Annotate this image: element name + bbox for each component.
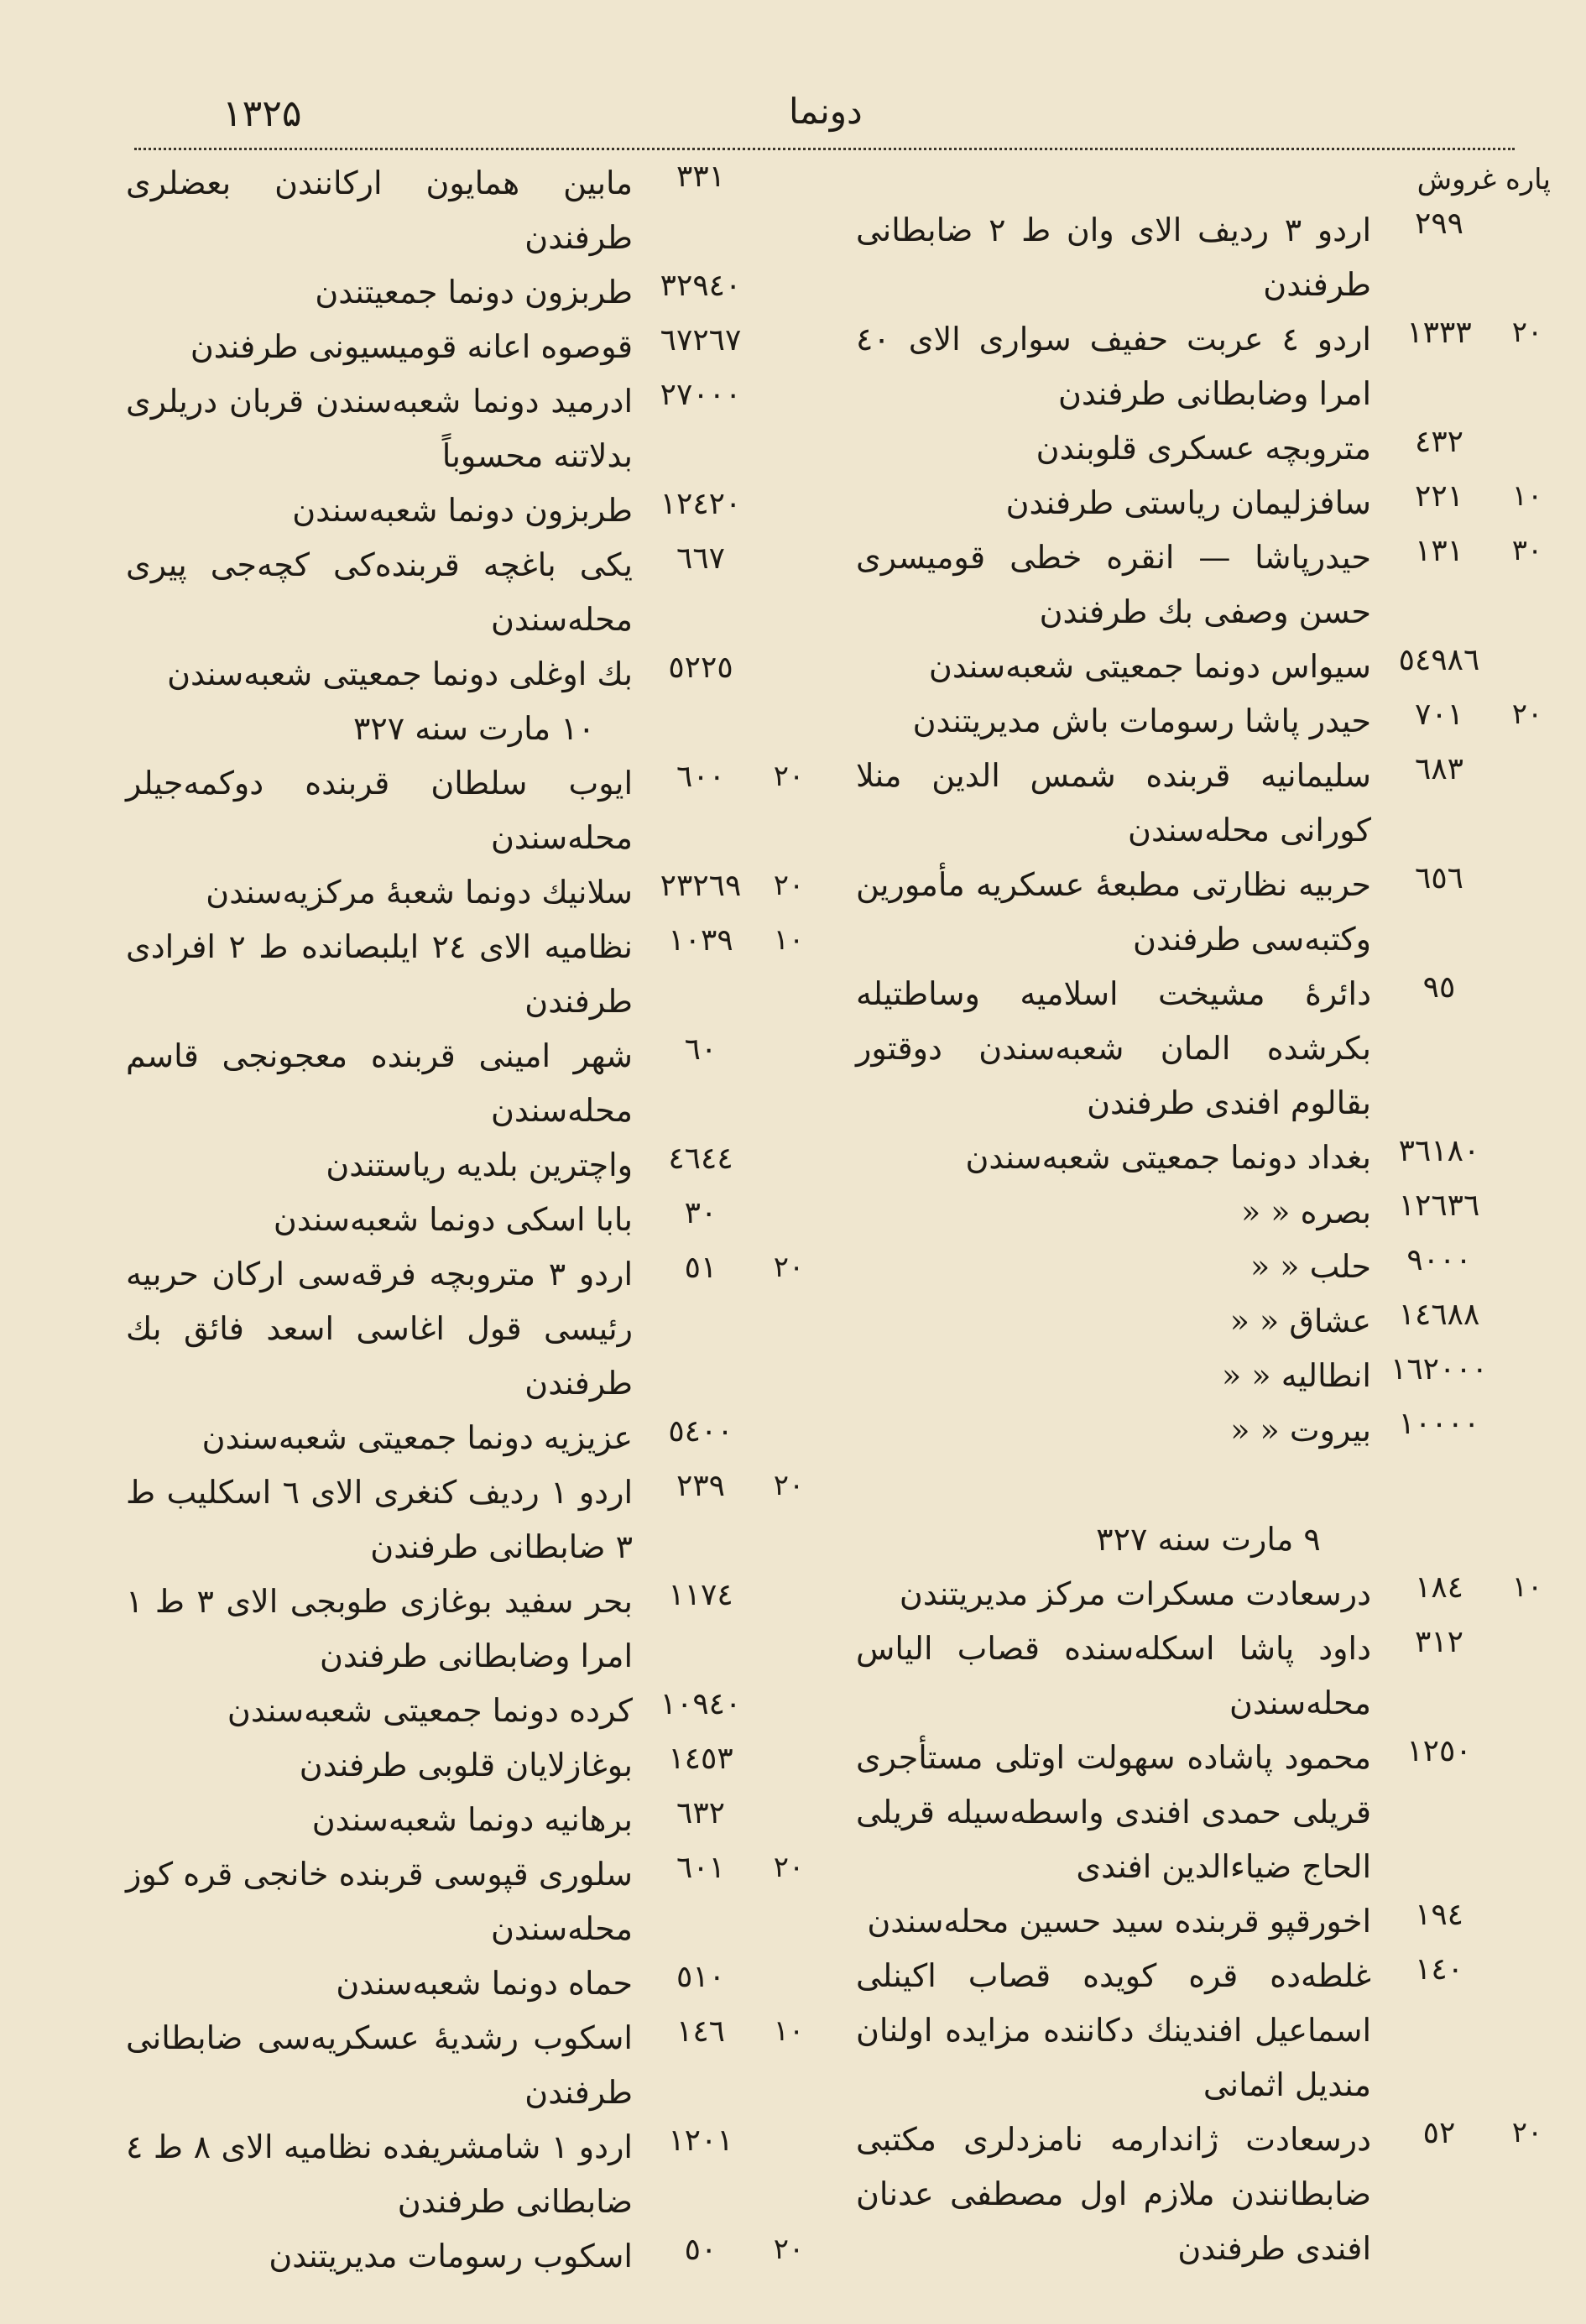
entry-amount: ۱۸٤: [1414, 1570, 1463, 1605]
entry-para: [755, 2120, 822, 2123]
entry-para: [1494, 749, 1561, 752]
entry-para: [1494, 1349, 1561, 1352]
entry-amount: ٤٦٤٤: [668, 1141, 733, 1176]
entry-amount: ۳۲۹٤۰: [660, 269, 742, 303]
entry-amount: ۱٤٥۳: [668, 1742, 733, 1776]
entry-amount: ٦۳۲: [676, 1796, 725, 1830]
entry-para: [755, 1793, 822, 1796]
entry-text: بك اوغلی دونما جمعیتی شعبه‌سندن: [167, 655, 633, 692]
entry-text: انطالیه « «: [1222, 1357, 1371, 1394]
entry-para: [755, 1684, 822, 1687]
entry-amount: ٦۰: [684, 1032, 717, 1067]
entry-row: [856, 1131, 1561, 1185]
entry-para: [1494, 1240, 1561, 1243]
entry-amount: ٥۲: [1422, 2116, 1456, 2150]
entry-text: اردو ۱ ردیف کنغری الای ٦ اسکلیب ط ۳ ضابطانی طرفندن: [126, 1474, 634, 1565]
entry-text: ایوب سلطان قربنده دوکمه‌جیلر محله‌سندن: [126, 765, 633, 856]
entry-text: عشاق « «: [1229, 1303, 1371, 1340]
entry-para: [1494, 1949, 1561, 1952]
entry-row: [126, 1029, 822, 1138]
date-heading-right: ۹ مارت سنه ۳۲۷: [1096, 1521, 1321, 1558]
entry-text: غلطه‌ده قره کویده قصاب اکینلی اسماعیل افندینك دکاننده مزایده اولنان مندیل اثمانی: [856, 1957, 1371, 2103]
entry-text: حیدرپاشا — انقره خطی قومیسری حسن وصفی بك طرفندن: [856, 539, 1371, 630]
entry-amount: ۳۳۱: [676, 159, 725, 194]
left-entries: [126, 156, 822, 702]
entry-row: [856, 1349, 1561, 1403]
entry-text: سافزلیمان ریاستی طرفندن: [1005, 484, 1371, 521]
entry-amount: ٤۳۲: [1414, 425, 1463, 459]
spacer: [856, 1458, 1561, 1512]
left-column: [126, 156, 822, 2284]
entry-para: [1494, 1622, 1561, 1625]
entry-text: اردو ۳ متروبچه فرقه‌سی ارکان حربیه رئیسی قول اغاسی اسعد فائق بك طرفندن: [126, 1256, 633, 1402]
entry-row: [126, 756, 822, 865]
entry-para: ۲۰: [773, 1851, 805, 1884]
entry-para: [755, 1029, 822, 1032]
entry-amount: ٦۷۲٦۷: [660, 323, 742, 358]
entry-para: ۲۰: [773, 1251, 805, 1284]
entry-text: اسکوب رشدیهٔ عسکریه‌سی ضابطانی طرفندن: [126, 2019, 633, 2111]
entry-row: [126, 1738, 822, 1793]
entry-amount: ۱۰۹٤۰: [660, 1687, 742, 1721]
entry-row: [856, 1240, 1561, 1294]
entry-row: [856, 1294, 1561, 1349]
entry-amount: ۱٤٦۸۸: [1398, 1298, 1480, 1332]
entry-amount: ۱۲٤۲۰: [660, 487, 742, 521]
entry-row: [126, 320, 822, 374]
entry-amount: ۲۳۲٦۹: [660, 869, 742, 903]
entry-amount: ۲۹۹: [1414, 206, 1463, 241]
entry-row: [126, 483, 822, 538]
entry-amount: ٥۱۰: [676, 1960, 725, 1994]
column-head-currency: پاره غروش: [1416, 163, 1551, 196]
entry-row: [856, 1894, 1561, 1949]
entry-para: ۲۰: [773, 2233, 805, 2266]
entry-row: [126, 1247, 822, 1411]
entry-row: [856, 203, 1561, 312]
entry-text: سیواس دونما جمعیتی شعبه‌سندن: [928, 648, 1371, 685]
entry-text: شهر امینی قربنده معجونجی قاسم محله‌سندن: [126, 1037, 633, 1129]
entry-row: [126, 1793, 822, 1847]
entry-row: [126, 1956, 822, 2011]
entry-para: [755, 1575, 822, 1578]
entry-para: [755, 1411, 822, 1414]
entry-para: [755, 265, 822, 269]
entry-amount: ۱۹٤: [1414, 1898, 1463, 1932]
entry-row: [856, 967, 1561, 1131]
entry-text: حماه دونما شعبه‌سندن: [336, 1965, 633, 2002]
entry-amount: ۱۳۳۳: [1406, 316, 1472, 350]
entry-text: دائرهٔ مشیخت اسلامیه وساطتیله بکرشده المان شعبه‌سندن دوقتور بقالوم افندی طرفندن: [856, 975, 1371, 1121]
entry-amount: ۹٥: [1422, 970, 1456, 1005]
entry-row: [126, 1138, 822, 1193]
entry-row: [856, 749, 1561, 858]
entry-para: [755, 647, 822, 650]
right-column: [856, 156, 1561, 2276]
entry-row: [856, 1185, 1561, 1240]
right-entries: [856, 203, 1561, 1458]
entry-row: [856, 694, 1561, 749]
entry-row: [126, 156, 822, 265]
entry-para: [755, 320, 822, 323]
entry-row: [126, 2120, 822, 2229]
entry-row: [126, 1575, 822, 1684]
right-entries-2: [856, 1567, 1561, 2276]
entry-para: ۲۰: [1511, 2116, 1543, 2149]
entry-text: نظامیه الای ۲٤ ایلبصانده ط ۲ افرادی طرفندن: [126, 928, 633, 1020]
entry-text: بابا اسکی دونما شعبه‌سندن: [273, 1201, 633, 1238]
entry-amount: ۷۰۱: [1414, 697, 1463, 732]
entry-row: [126, 1411, 822, 1465]
entry-para: ۱۰: [1511, 1570, 1543, 1604]
entry-row: [126, 920, 822, 1029]
entry-amount: ۹۰۰۰: [1406, 1243, 1472, 1277]
entry-row: [856, 421, 1561, 476]
entry-para: [1494, 1894, 1561, 1898]
entry-row: [856, 1731, 1561, 1894]
entry-para: [755, 1193, 822, 1196]
entry-amount: ٥۰: [684, 2233, 717, 2267]
entry-amount: ۱۲٦۳٦: [1398, 1188, 1480, 1223]
entry-text: سلیمانیه قربنده شمس الدین منلا کورانی محله‌سندن: [856, 757, 1371, 849]
entry-row: [856, 2112, 1561, 2276]
entry-para: ۲۰: [773, 760, 805, 793]
entry-para: ۲۰: [1511, 316, 1543, 349]
entry-row: [126, 1193, 822, 1247]
entry-text: سلوری قپوسی قربنده خانجی قره کوز محله‌سندن: [126, 1856, 633, 1947]
entry-row: [126, 865, 822, 920]
entry-text: اردو ۱ شامشریفده نظامیه الای ۸ ط ٤ ضابطانی طرفندن: [126, 2128, 633, 2220]
entry-text: داود پاشا اسکله‌سنده قصاب الیاس محله‌سندن: [856, 1630, 1371, 1721]
entry-amount: ٥٤۹۸٦: [1398, 643, 1480, 677]
entry-text: بغداد دونما جمعیتی شعبه‌سندن: [965, 1139, 1371, 1176]
entry-text: اخورقپو قربنده سید حسین محله‌سندن: [867, 1903, 1371, 1940]
entry-amount: ۱۲۰۱: [668, 2123, 733, 2158]
entry-para: [755, 483, 822, 487]
entry-text: طربزون دونما شعبه‌سندن: [292, 492, 633, 529]
entry-para: [755, 1138, 822, 1141]
entry-para: [755, 1738, 822, 1742]
entry-para: ۳۰: [1511, 534, 1543, 567]
entry-row: [126, 2011, 822, 2120]
entry-para: ۱۰: [1511, 479, 1543, 513]
entry-row: [126, 538, 822, 647]
entry-text: بوغازلایان قلوبی طرفندن: [299, 1747, 633, 1783]
entry-row: [856, 312, 1561, 421]
entry-row: [856, 1622, 1561, 1731]
entry-row: [126, 647, 822, 702]
entry-amount: ٥٤۰۰: [668, 1414, 733, 1449]
entry-text: واچترین بلدیه ریاستندن: [326, 1146, 633, 1183]
entry-row: [126, 374, 822, 483]
entry-para: [1494, 203, 1561, 206]
entry-text: قوصوه اعانه قومیسیونی طرفندن: [190, 328, 633, 365]
entry-text: بصره « «: [1240, 1193, 1371, 1230]
entry-amount: ۲۷۰۰۰: [660, 378, 742, 412]
entry-para: ۱۰: [773, 2014, 805, 2048]
entry-amount: ۱۳۱: [1414, 534, 1463, 568]
entry-row: [856, 530, 1561, 640]
entry-para: [755, 1956, 822, 1960]
entry-para: [1494, 1185, 1561, 1188]
entry-amount: ۱٤٦: [676, 2014, 725, 2049]
page-number: ۱۳۲۵: [222, 92, 302, 135]
entry-amount: ۳٦۱۸۰: [1398, 1134, 1480, 1168]
entry-para: [1494, 967, 1561, 970]
entry-row: [856, 1949, 1561, 2112]
entry-para: [755, 156, 822, 159]
left-entries-2: [126, 756, 822, 2284]
entry-text: حیدر پاشا رسومات باش مدیریتندن: [912, 702, 1371, 739]
date-heading-left: ۱۰ مارت سنه ۳۲۷: [352, 710, 596, 747]
entry-amount: ٦۸۳: [1414, 752, 1463, 786]
entry-text: متروبچه عسکری قلوبندن: [1036, 430, 1371, 467]
entry-amount: ٥۱: [684, 1251, 717, 1285]
entry-row: [126, 1847, 822, 1956]
entry-row: [856, 476, 1561, 530]
entry-amount: ۲۲۱: [1414, 479, 1463, 514]
entry-row: [126, 1465, 822, 1575]
entry-para: [1494, 1294, 1561, 1298]
entry-para: ۲۰: [773, 1469, 805, 1502]
entry-para: ۲۰: [1511, 697, 1543, 731]
entry-amount: ٦٦۷: [676, 541, 725, 576]
entry-row: [126, 1684, 822, 1738]
entry-amount: ۲۳۹: [676, 1469, 725, 1503]
entry-text: اردو ۳ ردیف الای وان ط ۲ ضابطانی طرفندن: [856, 212, 1372, 303]
entry-para: [1494, 640, 1561, 643]
entry-text: ادرمید دونما شعبه‌سندن قربان دریلری بدلاتنه محسوباً: [126, 383, 633, 474]
entry-para: [1494, 1403, 1561, 1407]
entry-para: [755, 538, 822, 541]
header-dotted-rule: [134, 148, 1515, 150]
entry-row: [126, 265, 822, 320]
entry-amount: ۱٦۲۰۰۰: [1390, 1352, 1488, 1387]
entry-amount: ٦۰۱: [676, 1851, 725, 1885]
page-title: دونما: [789, 91, 863, 132]
entry-text: حربیه نظارتی مطبعهٔ عسکریه مأمورین وکتبه‌سی طرفندن: [856, 866, 1371, 958]
entry-para: ۲۰: [773, 869, 805, 902]
entry-text: درسعادت ژاندارمه نامزدلری مکتبی ضابطانندن ملازم اول مصطفی عدنان افندی طرفندن: [856, 2121, 1371, 2267]
entry-amount: ۱۲٥۰: [1406, 1734, 1472, 1768]
entry-text: اردو ٤ عربت حفیف سواری الای ٤٠ امرا وضابطانی طرفندن: [856, 321, 1371, 412]
entry-amount: ۱۰۳۹: [668, 923, 733, 958]
entry-text: طربزون دونما جمعیتندن: [315, 274, 633, 311]
entry-row: [856, 640, 1561, 694]
entry-text: برهانیه دونما شعبه‌سندن: [311, 1801, 633, 1838]
entry-para: [1494, 1731, 1561, 1734]
entry-para: [1494, 858, 1561, 861]
entry-amount: ۱٤۰: [1414, 1952, 1463, 1987]
entry-amount: ٦٥٦: [1414, 861, 1463, 896]
entry-amount: ۱۰۰۰۰: [1398, 1407, 1480, 1441]
entry-para: [755, 374, 822, 378]
entry-para: [1494, 421, 1561, 425]
entry-para: ۱۰: [773, 923, 805, 957]
entry-amount: ۳۰: [684, 1196, 717, 1230]
entry-text: اسکوب رسومات مدیریتندن: [269, 2238, 633, 2274]
entry-row: [856, 1567, 1561, 1622]
entry-amount: ۱۱۷٤: [668, 1578, 733, 1612]
entry-text: درسعادت مسکرات مرکز مدیریتندن: [899, 1575, 1371, 1612]
entry-amount: ۳۱۲: [1414, 1625, 1463, 1659]
entry-text: محمود پاشاده سهولت اوتلی مستأجری قریلی حمدی افندی واسطه‌سیله قریلی الحاج ضیاءالدین افندی: [856, 1739, 1371, 1885]
entry-text: یکی باغچه قربنده‌کی کچه‌جی پیری محله‌سندن: [126, 546, 633, 638]
entry-amount: ٥۲۲٥: [668, 650, 733, 685]
entry-text: مابین همایون ارکانندن بعضلری طرفندن: [126, 165, 633, 256]
entry-text: کرده دونما جمعیتی شعبه‌سندن: [227, 1692, 633, 1729]
entry-text: سلانیك دونما شعبهٔ مرکزیه‌سندن: [206, 874, 633, 911]
entry-row: [856, 1403, 1561, 1458]
entry-text: حلب « «: [1249, 1248, 1371, 1285]
entry-row: [856, 858, 1561, 967]
entry-amount: ٦۰۰: [676, 760, 725, 794]
entry-row: [126, 2229, 822, 2284]
entry-text: عزیزیه دونما جمعیتی شعبه‌سندن: [201, 1419, 633, 1456]
entry-para: [1494, 1131, 1561, 1134]
entry-text: بحر سفید بوغازی طوبجی الای ۳ ط ۱ امرا وضابطانی طرفندن: [126, 1583, 633, 1674]
entry-text: بیروت « «: [1230, 1412, 1371, 1449]
